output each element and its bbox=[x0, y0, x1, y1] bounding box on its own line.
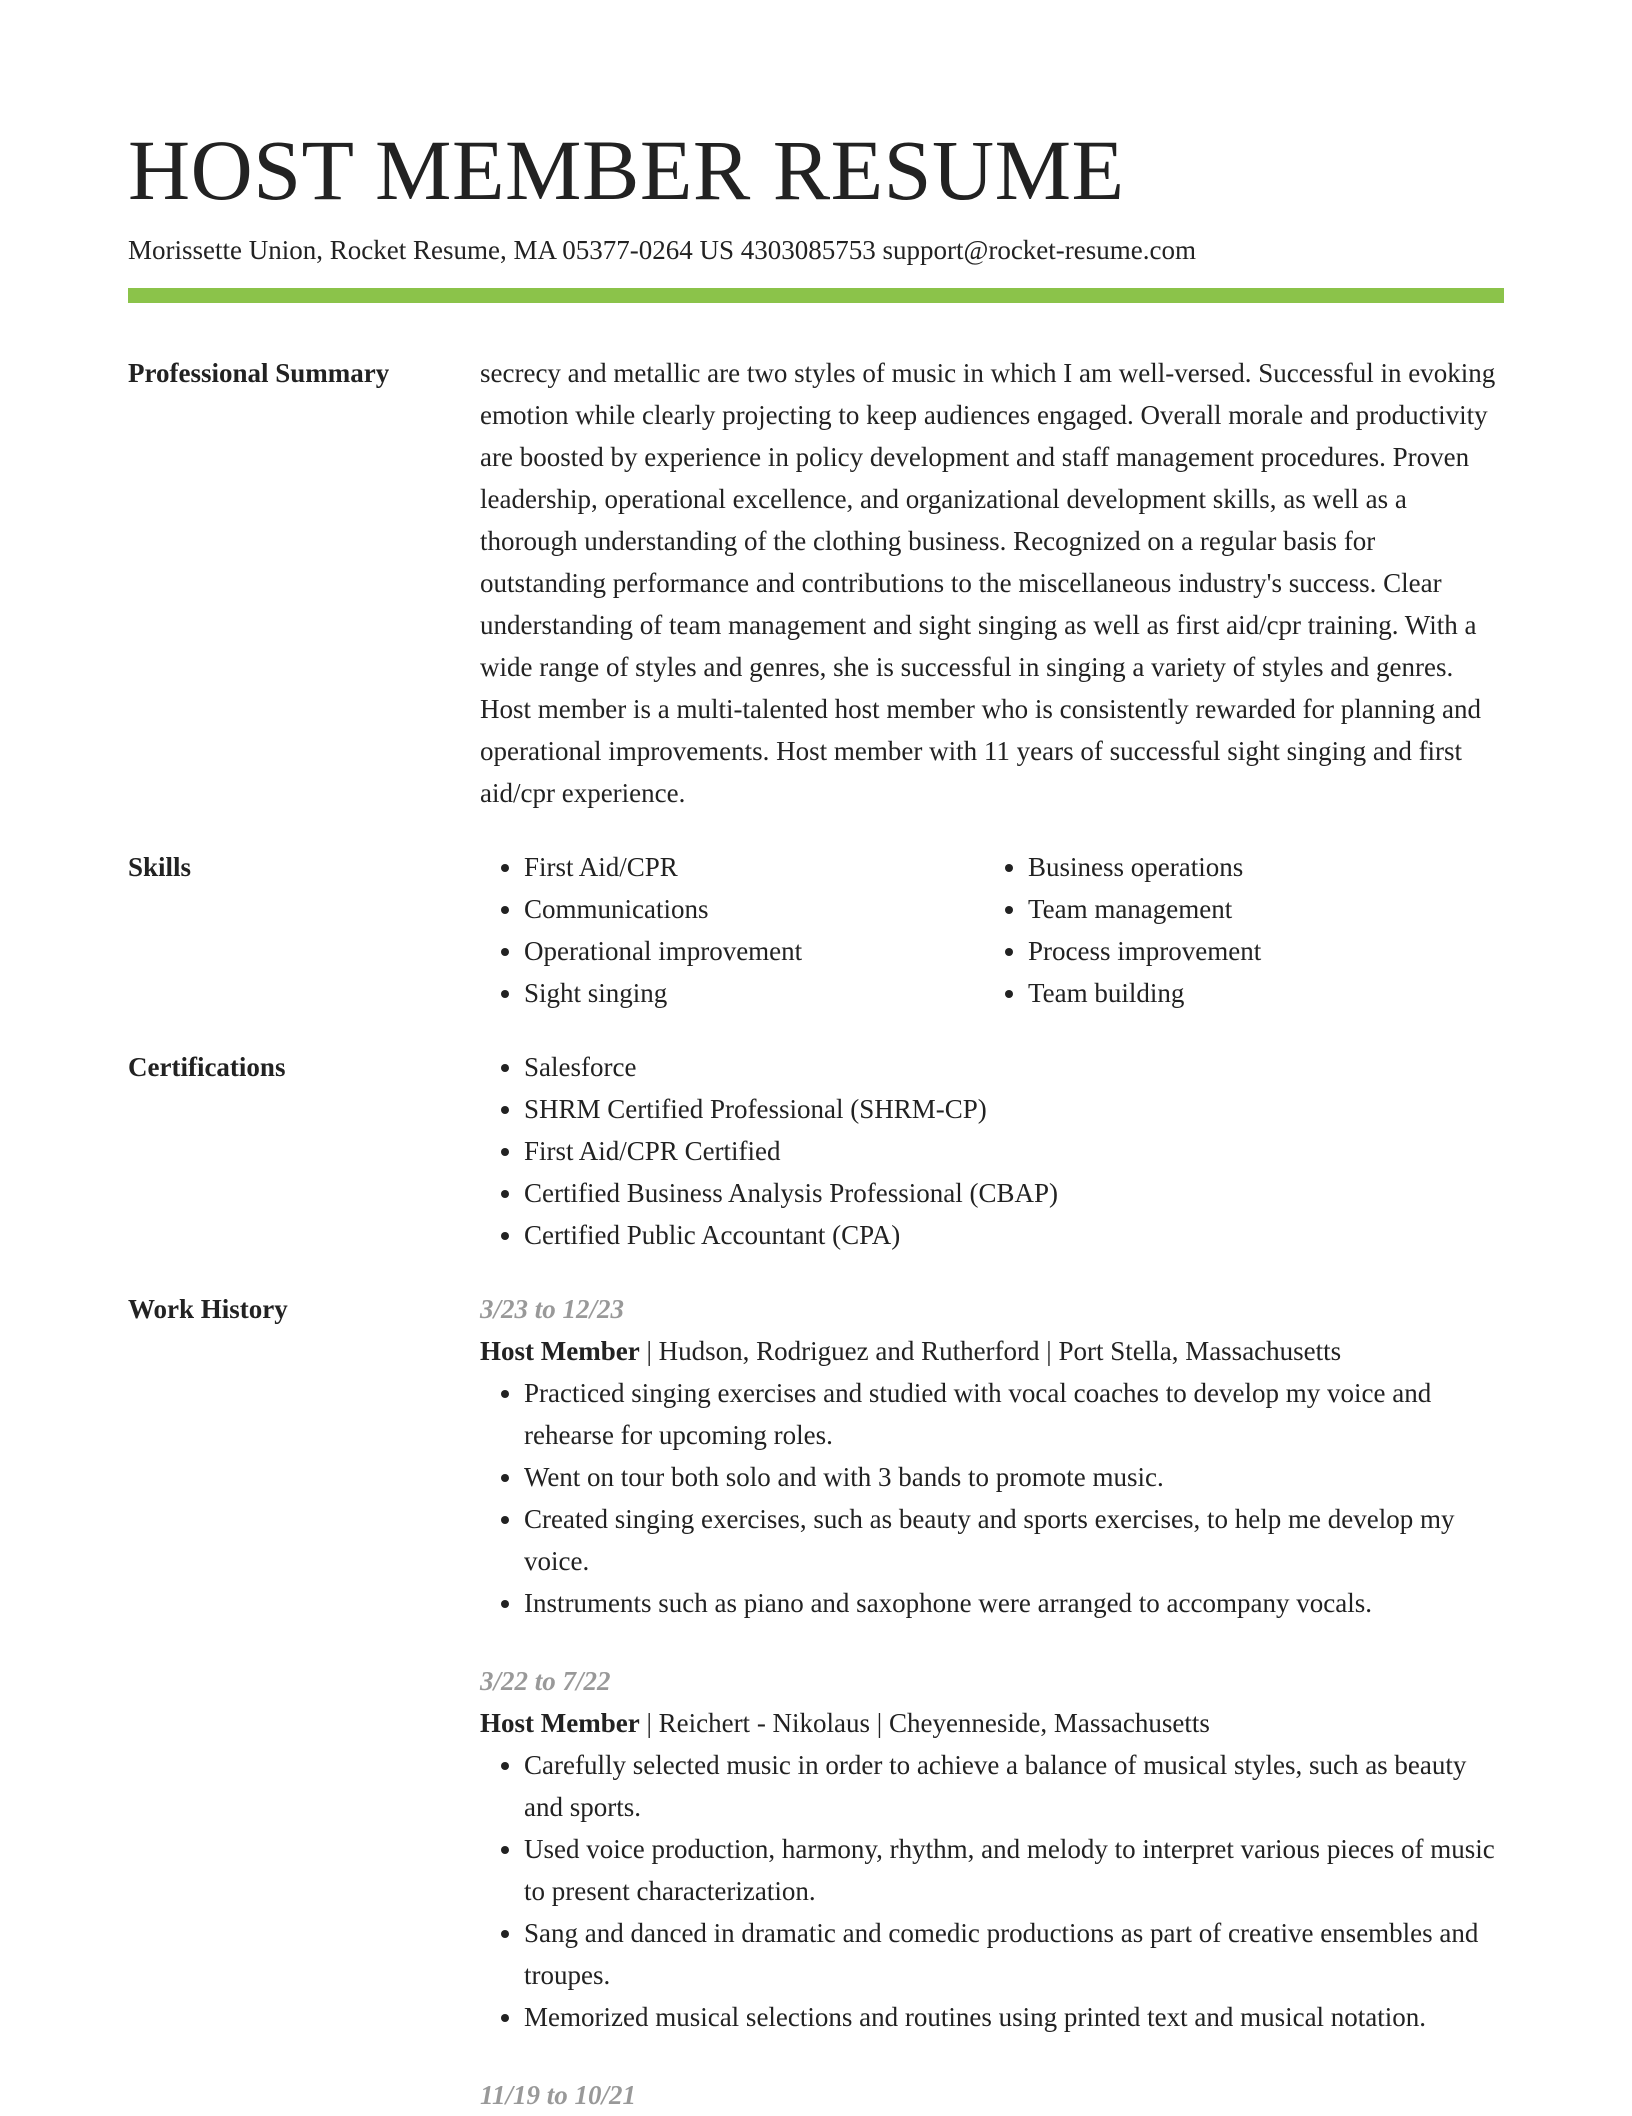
skills-list-right bbox=[984, 846, 1488, 1014]
certification-item: • Salesforce bbox=[524, 1046, 1504, 1088]
section-work-history bbox=[128, 1288, 1504, 2116]
job-title: Host Member bbox=[480, 1708, 640, 1738]
job-entry bbox=[480, 1288, 1504, 1624]
certification-item: • Certified Business Analysis Professional (CBAP) bbox=[524, 1172, 1504, 1214]
section-certifications bbox=[128, 1046, 1504, 1256]
job-dates: 3/23 to 12/23 bbox=[480, 1294, 625, 1324]
resume-title: HOST MEMBER RESUME bbox=[128, 122, 1125, 218]
contact-line: Morissette Union, Rocket Resume, MA 05377-0264 US 4303085753 support@rocket-resume.com bbox=[128, 235, 1196, 265]
section-label-work-history: Work History bbox=[128, 1294, 288, 1324]
skills-list-left bbox=[480, 846, 984, 1014]
skill-item: • Team building bbox=[1028, 972, 1488, 1014]
section-skills bbox=[128, 846, 1504, 1014]
job-bullet: • Carefully selected music in order to achieve a balance of musical styles, such as beauty and sports. bbox=[524, 1744, 1504, 1828]
job-details: | Reichert - Nikolaus | Cheyenneside, Massachusetts bbox=[639, 1708, 1210, 1738]
section-label-skills: Skills bbox=[128, 852, 192, 882]
accent-divider bbox=[128, 288, 1504, 303]
job-bullet: • Created singing exercises, such as beauty and sports exercises, to help me develop my voice. bbox=[524, 1498, 1504, 1582]
job-bullet-list bbox=[480, 1744, 1504, 2038]
skill-item: • Operational improvement bbox=[524, 930, 984, 972]
job-bullet: • Sang and danced in dramatic and comedic productions as part of creative ensembles and troupes. bbox=[524, 1912, 1504, 1996]
certification-item: • SHRM Certified Professional (SHRM-CP) bbox=[524, 1088, 1504, 1130]
job-entry bbox=[480, 1660, 1504, 2038]
skill-item: • Process improvement bbox=[1028, 930, 1488, 972]
summary-text: secrecy and metallic are two styles of music in which I am well-versed. Successful in evoking emotion while clearly projecting to keep audiences engaged. Overall morale and productivity are boosted by experience in policy development and staff management procedures. Proven leadership, operational excellence, and organizational development skills, as well as a thorough understanding of the clothing business. Recognized on a regular basis for outstanding performance and contributions to the miscellaneous industry's success. Clear understanding of team management and sight singing as well as first aid/cpr training. With a wide range of styles and genres, she is successful in singing a variety of styles and genres. Host member is a multi-talented host member who is consistently rewarded for planning and operational improvements. Host member with 11 years of successful sight singing and first aid/cpr experience. bbox=[480, 358, 1496, 808]
job-dates: 3/22 to 7/22 bbox=[480, 1666, 611, 1696]
job-heading bbox=[480, 1330, 1504, 1372]
certifications-list bbox=[480, 1046, 1504, 1256]
job-entry bbox=[480, 2074, 1504, 2116]
job-dates: 11/19 to 10/21 bbox=[480, 2080, 637, 2110]
skill-item: • First Aid/CPR bbox=[524, 846, 984, 888]
skills-grid bbox=[480, 846, 1504, 1014]
section-label-certifications: Certifications bbox=[128, 1052, 286, 1082]
certification-item: • First Aid/CPR Certified bbox=[524, 1130, 1504, 1172]
certification-item: • Certified Public Accountant (CPA) bbox=[524, 1214, 1504, 1256]
skill-item: • Sight singing bbox=[524, 972, 984, 1014]
job-bullet-list bbox=[480, 1372, 1504, 1624]
skill-item: • Team management bbox=[1028, 888, 1488, 930]
job-bullet: • Went on tour both solo and with 3 bands to promote music. bbox=[524, 1456, 1504, 1498]
resume-page bbox=[128, 120, 1504, 2116]
job-bullet: • Memorized musical selections and routines using printed text and musical notation. bbox=[524, 1996, 1504, 2038]
skill-item: • Communications bbox=[524, 888, 984, 930]
job-title: Host Member bbox=[480, 1336, 640, 1366]
job-heading bbox=[480, 1702, 1504, 1744]
job-bullet: • Instruments such as piano and saxophone were arranged to accompany vocals. bbox=[524, 1582, 1504, 1624]
job-details: | Hudson, Rodriguez and Rutherford | Port Stella, Massachusetts bbox=[639, 1336, 1342, 1366]
job-bullet: • Practiced singing exercises and studied with vocal coaches to develop my voice and rehearse for upcoming roles. bbox=[524, 1372, 1504, 1456]
job-bullet: • Used voice production, harmony, rhythm, and melody to interpret various pieces of music to present characterization. bbox=[524, 1828, 1504, 1912]
skill-item: • Business operations bbox=[1028, 846, 1488, 888]
section-label-summary: Professional Summary bbox=[128, 358, 390, 388]
section-professional-summary bbox=[128, 352, 1504, 814]
